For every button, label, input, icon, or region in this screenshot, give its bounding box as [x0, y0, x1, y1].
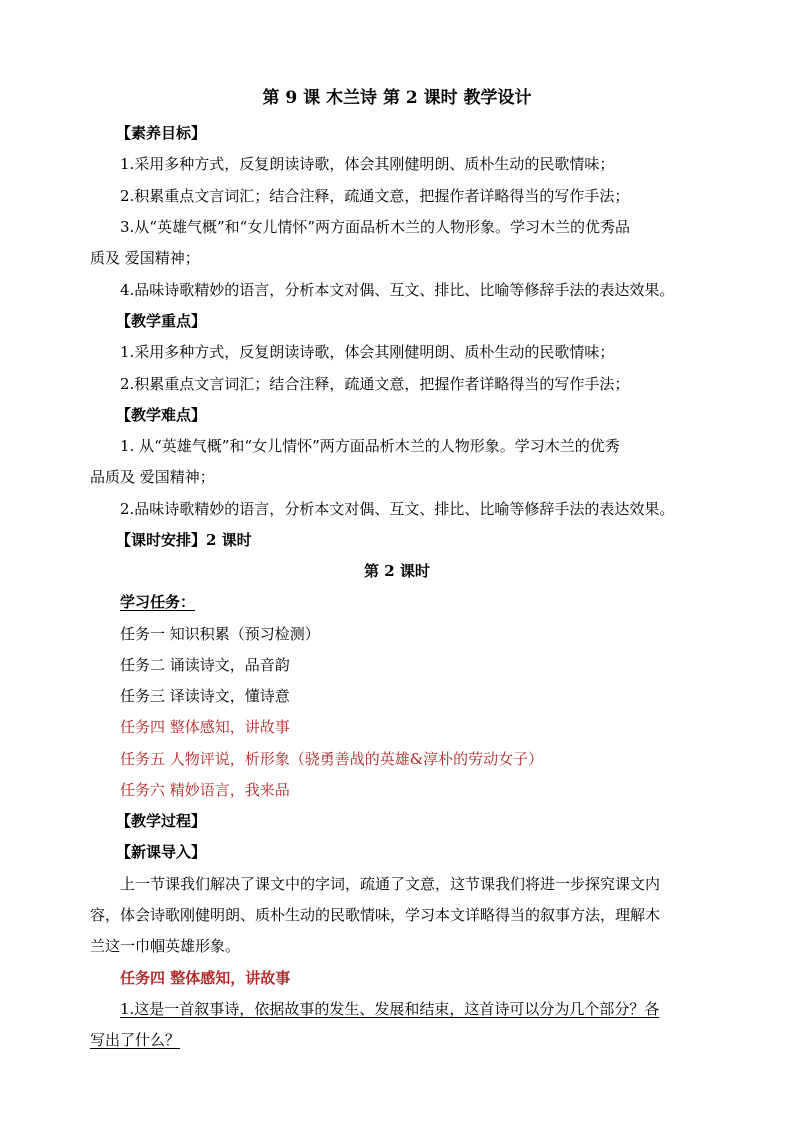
intro-heading: 【新课导入】 — [116, 843, 207, 861]
objectives-heading: 【素养目标】 — [116, 124, 207, 142]
difficulty-1-cont: 品质及 爱国精神； — [90, 468, 215, 486]
task-item-3: 任务三 译读诗文，懂诗意 — [120, 687, 290, 705]
objective-4: 4.品味诗歌精妙的语言，分析本文对偶、互文、排比、比喻等修辞手法的表达效果。 — [120, 281, 675, 299]
process-heading: 【教学过程】 — [116, 812, 207, 830]
tasks-heading: 学习任务： — [120, 593, 196, 611]
difficulty-1: 1. 从“英雄气概”和“女儿情怀”两方面品析木兰的人物形象。学习木兰的优秀 — [120, 437, 620, 455]
intro-line-3: 兰这一巾帼英雄形象。 — [90, 937, 241, 955]
task-item-4: 任务四 整体感知，讲故事 — [120, 718, 290, 736]
section-title: 第 2 课时 — [364, 562, 430, 580]
difficulty-2: 2.品味诗歌精妙的语言，分析本文对偶、互文、排比、比喻等修辞手法的表达效果。 — [120, 500, 675, 518]
schedule-line: 【课时安排】2 课时 — [116, 531, 252, 549]
task4-heading: 任务四 整体感知，讲故事 — [120, 969, 291, 987]
key-points-heading: 【教学重点】 — [116, 312, 207, 330]
objective-1: 1.采用多种方式，反复朗读诗歌，体会其刚健明朗、质朴生动的民歌情味； — [120, 155, 615, 173]
key-point-1: 1.采用多种方式，反复朗读诗歌，体会其刚健明朗、质朴生动的民歌情味； — [120, 343, 615, 361]
task-item-5: 任务五 人物评说，析形象（骁勇善战的英雄&淳朴的劳动女子） — [120, 750, 544, 768]
document-title: 第 9 课 木兰诗 第 2 课时 教学设计 — [262, 88, 532, 108]
difficulties-heading: 【教学难点】 — [116, 406, 207, 424]
task-item-1: 任务一 知识积累（预习检测） — [120, 625, 320, 643]
objective-3-cont: 质及 爱国精神； — [90, 249, 200, 267]
task-item-2: 任务二 诵读诗文，品音韵 — [120, 656, 290, 674]
question-line-2: 写出了什么？ — [90, 1031, 181, 1049]
objective-3: 3.从“英雄气概”和“女儿情怀”两方面品析木兰的人物形象。学习木兰的优秀品 — [120, 218, 630, 236]
objective-2: 2.积累重点文言词汇；结合注释，疏通文意，把握作者详略得当的写作手法； — [120, 187, 630, 205]
intro-line-2: 容，体会诗歌刚健明朗、质朴生动的民歌情味，学习本文详略得当的叙事方法，理解木 — [90, 906, 661, 924]
key-point-2: 2.积累重点文言词汇；结合注释，疏通文意，把握作者详略得当的写作手法； — [120, 375, 630, 393]
intro-line-1: 上一节课我们解决了课文中的字词，疏通了文意，这节课我们将进一步探究课文内 — [120, 875, 661, 893]
question-line-1: 1.这是一首叙事诗，依据故事的发生、发展和结束，这首诗可以分为几个部分？各 — [120, 1000, 660, 1018]
task-item-6: 任务六 精妙语言，我来品 — [120, 781, 290, 799]
